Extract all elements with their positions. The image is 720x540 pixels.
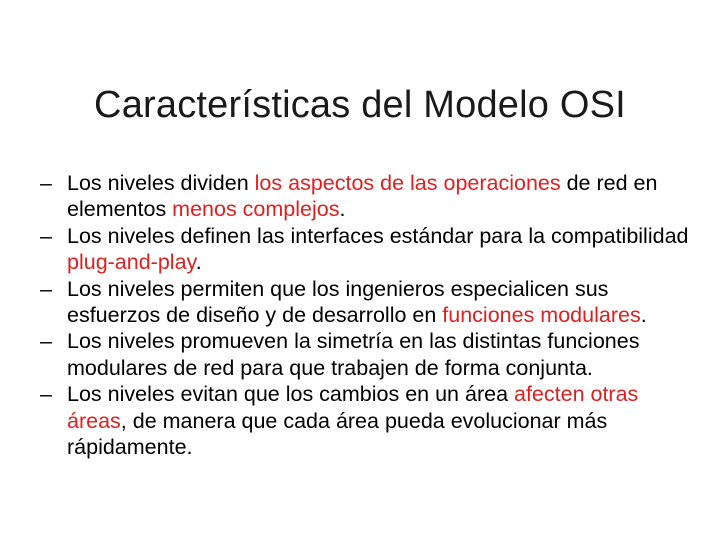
bullet-segment: Los niveles promueven la simetría en las distintas funciones modulares de red para que trabajen de forma conjunta.: [67, 329, 640, 380]
bullet-item: [40, 381, 700, 460]
bullet-segment: .: [339, 197, 346, 222]
bullet-segment-highlight: menos complejos: [172, 197, 340, 222]
bullet-segment-highlight: funciones modulares: [442, 303, 641, 328]
bullet-segment-highlight: plug-and-play: [67, 250, 196, 275]
bullet-segment-highlight: afecten otras áreas: [67, 382, 639, 433]
bullet-item: [40, 328, 700, 381]
bullet-segment: Los niveles definen las interfaces estándar para la compatibilidad: [67, 223, 689, 248]
bullet-item: [40, 276, 700, 329]
bullet-segment-highlight: los aspectos de las operaciones: [254, 171, 561, 195]
bullet-dash: –: [40, 223, 52, 248]
bullet-segment: Los niveles permiten que los ingenieros especialicen sus esfuerzos de diseño y de desarrollo en: [67, 276, 609, 328]
bullet-dash: –: [40, 276, 52, 301]
slide-title: Características del Modelo OSI: [94, 84, 626, 126]
bullet-dash: –: [40, 171, 52, 195]
bullet-dash: –: [40, 382, 52, 407]
bullet-segment: , de manera que cada área pueda evolucionar más rápidamente.: [67, 408, 608, 460]
bullet-segment: Los niveles evitan que los cambios en un área: [67, 382, 514, 407]
bullet-segment: de red en elementos: [67, 171, 658, 222]
bullet-item: [40, 223, 700, 276]
bullet-segment: .: [640, 303, 647, 328]
bullet-item: [40, 170, 700, 223]
bullet-segment: Los niveles dividen: [67, 171, 255, 195]
bullet-segment: .: [195, 250, 202, 275]
bullet-dash: –: [40, 329, 52, 354]
bullet-list: [40, 170, 700, 460]
